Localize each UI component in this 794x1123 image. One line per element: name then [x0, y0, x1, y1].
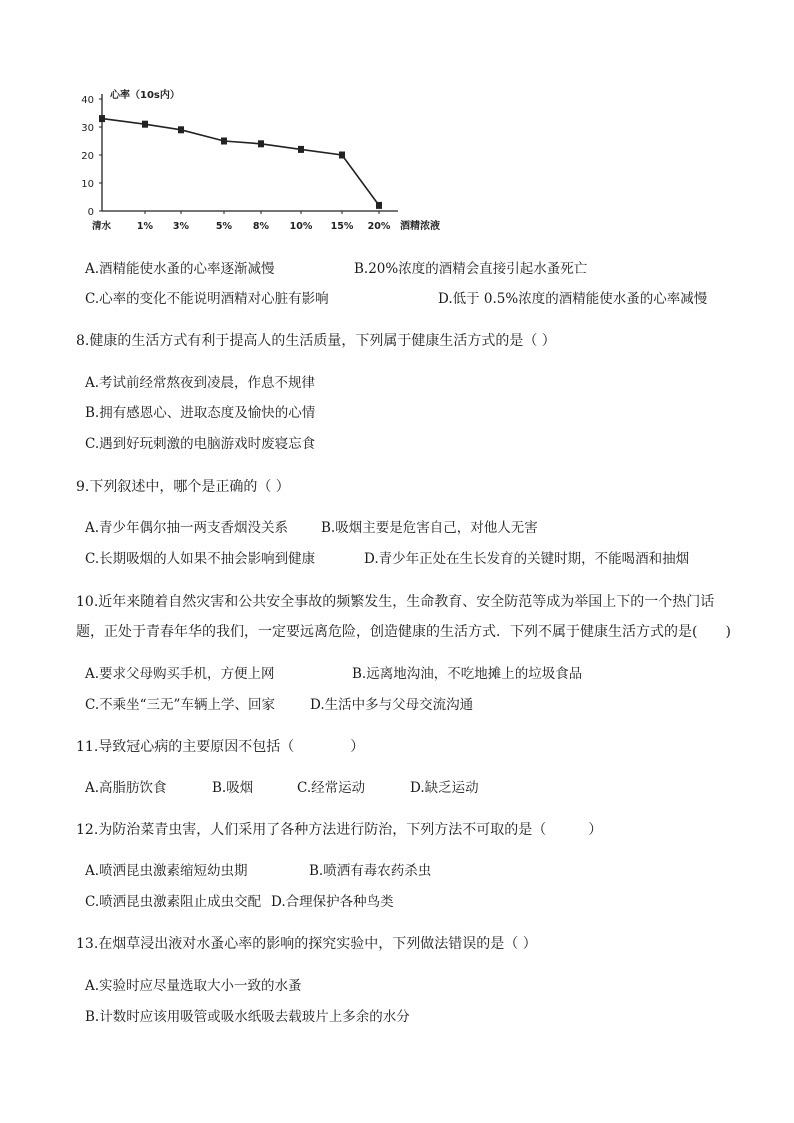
data-point: [99, 115, 105, 122]
series-line: [102, 119, 379, 206]
q11-stem: 11.导致冠心病的主要原因不包括（ ）: [76, 739, 365, 755]
data-point: [221, 138, 227, 145]
data-point: [298, 146, 304, 153]
q11-option-a[interactable]: A.高脂肪饮食: [85, 780, 167, 796]
q10-option-a[interactable]: A.要求父母购买手机，方便上网: [85, 666, 275, 682]
q7-option-a[interactable]: A.酒精能使水蚤的心率逐渐减慢: [85, 261, 275, 277]
q7-option-b[interactable]: B.20%浓度的酒精会直接引起水蚤死亡: [354, 261, 588, 277]
q12-stem: 12.为防治菜青虫害，人们采用了各种方法进行防治，下列方法不可取的是（ ）: [76, 822, 603, 838]
x-tick-label: 8%: [252, 221, 270, 232]
data-point: [339, 152, 345, 159]
q10-option-b[interactable]: B.远离地沟油，不吃地摊上的垃圾食品: [352, 666, 583, 682]
q13-option-a[interactable]: A.实验时应尽量选取大小一致的水蚤: [85, 978, 302, 994]
x-axis-label: 酒精浓液: [400, 221, 440, 232]
q12-option-a[interactable]: A.喷洒昆虫激素缩短幼虫期: [85, 863, 248, 879]
q9-option-a[interactable]: A.青少年偶尔抽一两支香烟没关系: [85, 520, 289, 536]
x-tick-label: 10%: [289, 221, 313, 232]
data-point: [258, 140, 264, 147]
q12-option-b[interactable]: B.喷洒有毒农药杀虫: [309, 863, 432, 879]
q7-option-c[interactable]: C.心率的变化不能说明酒精对心脏有影响: [85, 291, 329, 307]
data-point: [178, 126, 184, 133]
q8-option-a[interactable]: A.考试前经常熬夜到凌晨，作息不规律: [85, 375, 316, 391]
q13-option-b[interactable]: B.计数时应该用吸管或吸水纸吸去载玻片上多余的水分: [85, 1009, 410, 1025]
y-tick-label: 20: [81, 151, 94, 162]
y-tick-label: 30: [81, 123, 94, 134]
q10-stem-line2: 题，正处于青春年华的我们，一定要远离危险，创造健康的生活方式．下列不属于健康生活方式的是( ): [76, 624, 731, 640]
y-tick-label: 40: [81, 95, 94, 106]
chart-svg: [70, 84, 450, 242]
q8-stem: 8.健康的生活方式有利于提高人的生活质量，下列属于健康生活方式的是（ ）: [76, 333, 556, 349]
heart-rate-chart: [70, 84, 450, 242]
y-axis-label: 心率（10s内）: [110, 90, 180, 101]
q10-option-d[interactable]: D.生活中多与父母交流沟通: [310, 697, 474, 713]
q9-stem: 9.下列叙述中，哪个是正确的（ ）: [76, 479, 290, 495]
q13-stem: 13.在烟草浸出液对水蚤心率的影响的探究实验中，下列做法错误的是（ ）: [76, 936, 537, 952]
q9-option-c[interactable]: C.长期吸烟的人如果不抽会影响到健康: [85, 551, 316, 567]
q8-option-c[interactable]: C.遇到好玩刺激的电脑游戏时废寝忘食: [85, 436, 316, 452]
q9-option-b[interactable]: B.吸烟主要是危害自己，对他人无害: [321, 520, 538, 536]
q9-option-d[interactable]: D.青少年正处在生长发育的关键时期，不能喝酒和抽烟: [364, 551, 690, 567]
q7-option-d[interactable]: D.低于 0.5%浓度的酒精能使水蚤的心率减慢: [438, 291, 708, 307]
q10-stem-line1: 10.近年来随着自然灾害和公共安全事故的频繁发生，生命教育、安全防范等成为举国上下的一个热门话: [76, 594, 715, 610]
x-tick-label: 1%: [136, 221, 154, 232]
q8-option-b[interactable]: B.拥有感恩心、进取态度及愉快的心情: [85, 405, 316, 421]
q11-option-d[interactable]: D.缺乏运动: [410, 780, 479, 796]
x-tick-label: 3%: [172, 221, 190, 232]
data-point: [376, 202, 382, 209]
x-tick-label: 5%: [215, 221, 233, 232]
x-tick-label: 15%: [330, 221, 354, 232]
y-tick-label: 10: [81, 179, 94, 190]
data-point: [142, 121, 148, 128]
q12-option-c[interactable]: C.喷洒昆虫激素阻止成虫交配: [85, 894, 262, 910]
y-tick-label: 0: [87, 207, 94, 218]
q12-option-d[interactable]: D.合理保护各种鸟类: [271, 894, 394, 910]
q10-option-c[interactable]: C.不乘坐“三无”车辆上学、回家: [85, 697, 275, 713]
q11-option-b[interactable]: B.吸烟: [212, 780, 254, 796]
x-tick-label: 清水: [92, 221, 112, 232]
q11-option-c[interactable]: C.经常运动: [297, 780, 366, 796]
x-tick-label: 20%: [367, 221, 391, 232]
